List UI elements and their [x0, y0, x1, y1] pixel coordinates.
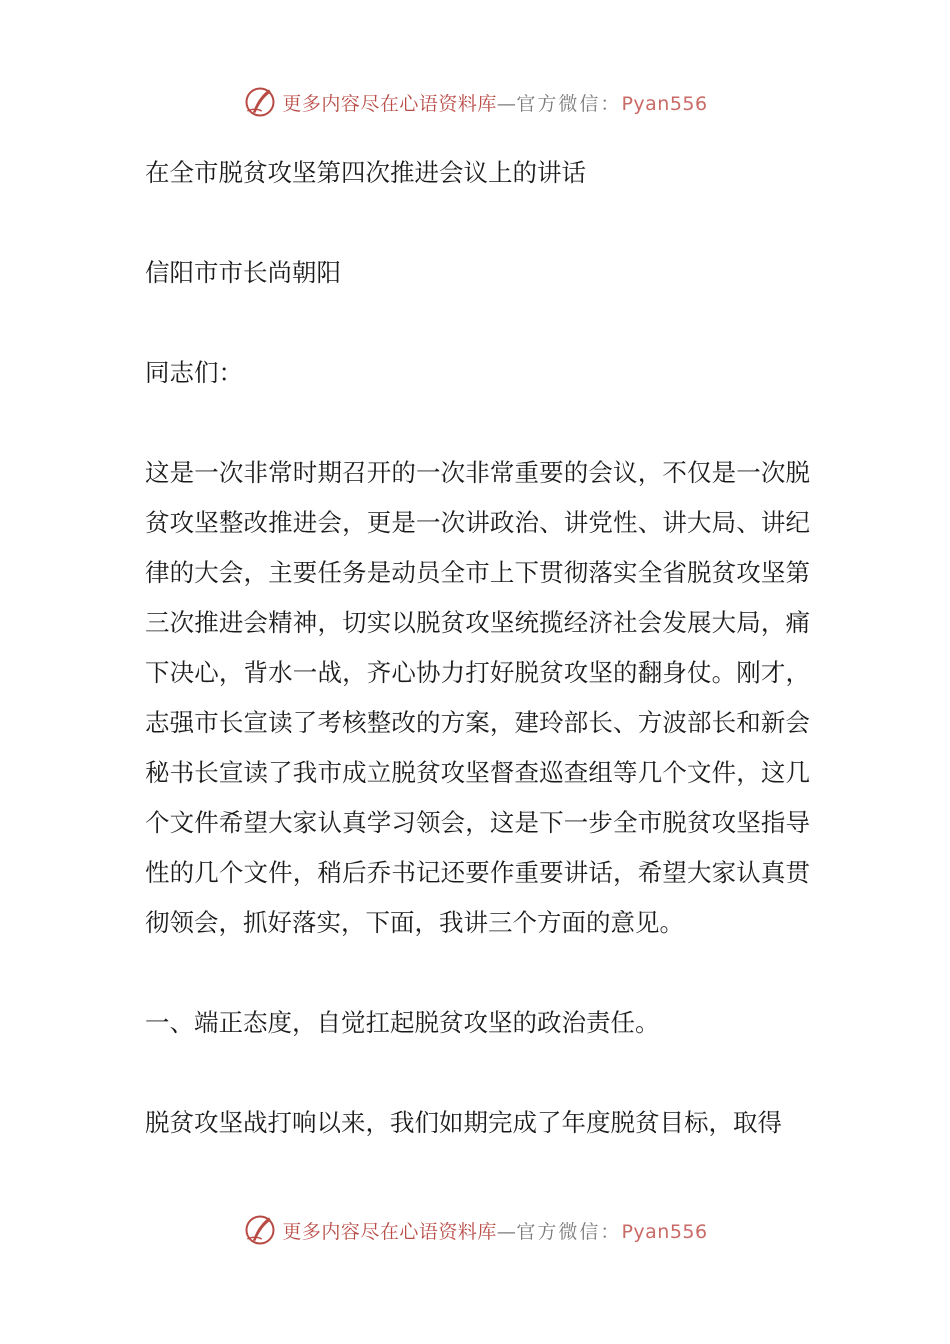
watermark-dash: — — [496, 1220, 517, 1243]
watermark-main: 更多内容尽在心语资料库 — [282, 1220, 497, 1243]
quill-logo-icon — [242, 1212, 278, 1248]
watermark-id: Pyan556 — [621, 1220, 708, 1243]
footer-watermark — [0, 1212, 950, 1248]
spacer — [145, 1048, 810, 1098]
watermark-official: 官方微信： — [516, 92, 622, 115]
spacer — [145, 198, 810, 248]
watermark-official: 官方微信： — [516, 1220, 622, 1243]
spacer — [145, 298, 810, 348]
watermark-id: Pyan556 — [621, 92, 708, 115]
quill-logo-icon — [242, 84, 278, 120]
watermark-text — [282, 1217, 707, 1244]
document-author: 信阳市市长尚朝阳 — [145, 258, 341, 287]
header-watermark — [0, 84, 950, 120]
document-title: 在全市脱贫攻坚第四次推进会议上的讲话 — [145, 158, 586, 187]
spacer — [145, 948, 810, 998]
document-body — [145, 148, 810, 1148]
paragraph-2-start: 脱贫攻坚战打响以来，我们如期完成了年度脱贫目标，取得 — [145, 1108, 782, 1137]
section-heading-1: 一、端正态度，自觉扛起脱贫攻坚的政治责任。 — [145, 1008, 660, 1037]
watermark-main: 更多内容尽在心语资料库 — [282, 92, 497, 115]
paragraph-intro: 这是一次非常时期召开的一次非常重要的会议，不仅是一次脱贫攻坚整改推进会，更是一次讲政治、讲党性、讲大局、讲纪律的大会，主要任务是动员全市上下贯彻落实全省脱贫攻坚第三次推进会精神，切实以脱贫攻坚统揽经济社会发展大局，痛下决心，背水一战，齐心协力打好脱贫攻坚的翻身仗。刚才，志强市长宣读了考核整改的方案，建玲部长、方波部长和新会秘书长宣读了我市成立脱贫攻坚督查巡查组等几个文件，这几个文件希望大家认真学习领会，这是下一步全市脱贫攻坚指导性的几个文件，稍后乔书记还要作重要讲话，希望大家认真贯彻领会，抓好落实，下面，我讲三个方面的意见。 — [145, 458, 810, 937]
salutation: 同志们： — [145, 358, 243, 387]
watermark-text — [282, 89, 707, 116]
watermark-dash: — — [496, 92, 517, 115]
spacer — [145, 398, 810, 448]
